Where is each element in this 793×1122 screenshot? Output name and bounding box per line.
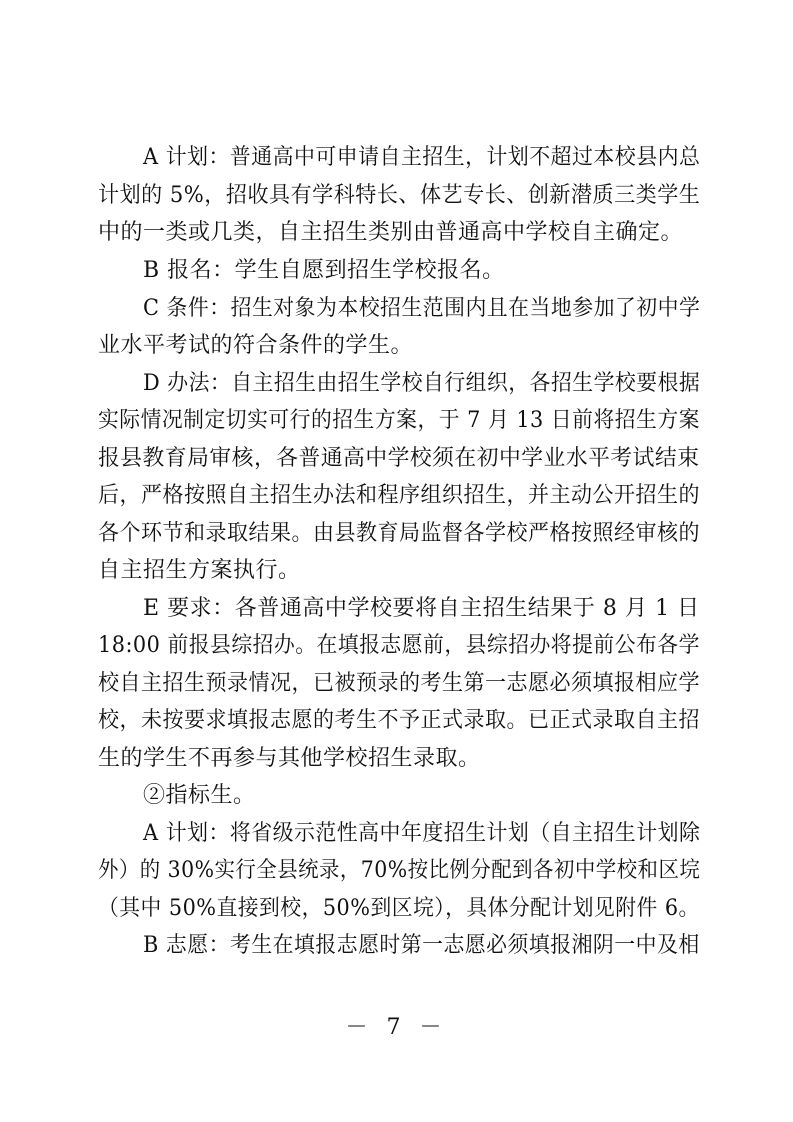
paragraph-line: 业水平考试的符合条件的学生。 xyxy=(98,333,414,358)
paragraph-line: 外）的 30%实行全县统录，70%按比例分配到各初中学校和区垸 xyxy=(98,858,701,883)
paragraph-line: 实际情况制定切实可行的招生方案，于 7 月 13 日前将招生方案 xyxy=(98,408,700,433)
paragraph-line: 后，严格按照自主招生办法和程序组织招生，并主动公开招生的 xyxy=(98,483,701,508)
paragraph-line: 报县教育局审核，各普通高中学校须在初中学业水平考试结束 xyxy=(98,446,700,471)
paragraph-line: B 报名：学生自愿到招生学校报名。 xyxy=(143,258,505,283)
paragraph-line: A 计划：将省级示范性高中年度招生计划（自主招生计划除 xyxy=(143,821,701,846)
paragraph-line: （其中 50%直接到校，50%到区垸），具体分配计划见附件 6。 xyxy=(98,896,700,921)
paragraph-line: 18:00 前报县综招办。在填报志愿前，县综招办将提前公布各学 xyxy=(98,633,700,658)
paragraph-line: C 条件：招生对象为本校招生范围内且在当地参加了初中学 xyxy=(143,296,701,321)
paragraph-line: 各个环节和录取结果。由县教育局监督各学校严格按照经审核的 xyxy=(98,521,701,546)
paragraph-line: 生的学生不再参与其他学校招生录取。 xyxy=(98,746,481,771)
section-heading: ②指标生。 xyxy=(143,783,256,808)
paragraph-line: 校自主招生预录情况，已被预录的考生第一志愿必须填报相应学 xyxy=(98,671,701,696)
paragraph-line: 校，未按要求填报志愿的考生不予正式录取。已正式录取自主招 xyxy=(98,708,701,733)
paragraph-line: 中的一类或几类，自主招生类别由普通高中学校自主确定。 xyxy=(98,220,684,245)
page-number: － 7 － xyxy=(345,1015,448,1040)
paragraph-line: E 要求：各普通高中学校要将自主招生结果于 8 月 1 日 xyxy=(143,596,700,621)
paragraph-line: 自主招生方案执行。 xyxy=(98,558,301,583)
paragraph-line: D 办法：自主招生由招生学校自行组织，各招生学校要根据 xyxy=(143,371,701,396)
paragraph-line: 计划的 5%，招收具有学科特长、体艺专长、创新潜质三类学生 xyxy=(98,183,701,208)
paragraph-line: B 志愿：考生在填报志愿时第一志愿必须填报湘阴一中及相 xyxy=(143,933,700,958)
paragraph-line: A 计划：普通高中可申请自主招生，计划不超过本校县内总 xyxy=(143,145,701,170)
